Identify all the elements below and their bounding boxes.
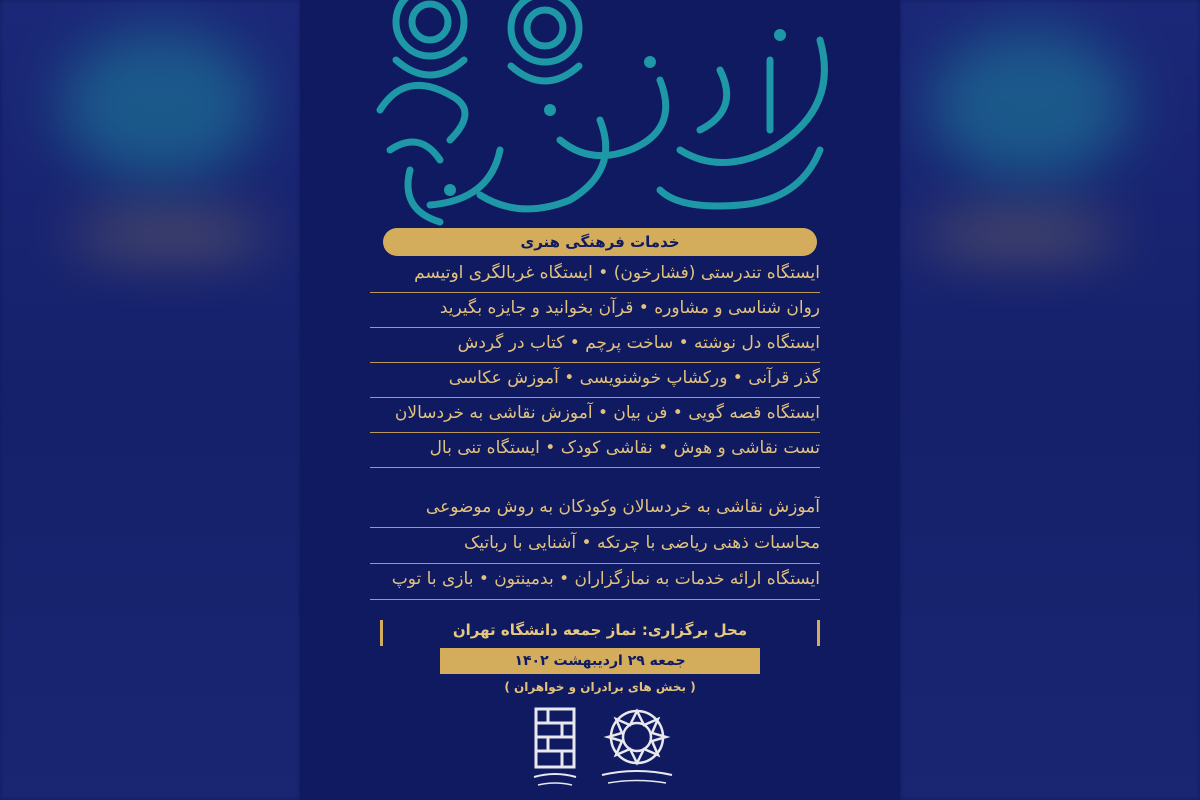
sections-note: ( بخش های برادران و خواهران )	[504, 680, 696, 694]
left-blurred-background	[0, 0, 300, 800]
list-item: ایستگاه دل نوشته • ساخت پرچم • کتاب در گردش	[370, 328, 820, 363]
blurred-gold-glow	[70, 220, 270, 250]
calligraphy-title-logo	[300, 0, 900, 230]
cultural-organization-logo	[592, 705, 682, 790]
event-date-bar	[440, 648, 760, 674]
list-item: ایستگاه قصه گویی • فن بیان • آموزش نقاشی به خردسالان	[370, 398, 820, 433]
extra-services-list	[370, 492, 820, 600]
list-item: تست نقاشی و هوش • نقاشی کودک • ایستگاه تنی بال	[370, 433, 820, 468]
event-location: محل برگزاری: نماز جمعه دانشگاه تهران	[452, 621, 748, 639]
list-item: ایستگاه ارائه خدمات به نمازگزاران • بدمینتون • بازی با توپ	[370, 564, 820, 600]
blurred-teal-glow	[930, 30, 1130, 180]
blurred-teal-glow	[60, 30, 260, 180]
right-blurred-background	[900, 0, 1200, 800]
friday-prayer-hq-logo	[530, 705, 580, 790]
list-item: ایستگاه تندرستی (فشارخون) • ایستگاه غربالگری اوتیسم	[370, 258, 820, 293]
services-list	[370, 258, 820, 468]
list-item: محاسبات ذهنی ریاضی با چرتکه • آشنایی با رباتیک	[370, 528, 820, 564]
list-item: گذر قرآنی • ورکشاپ خوشنویسی • آموزش عکاسی	[370, 363, 820, 398]
list-item: آموزش نقاشی به خردسالان وکودکان به روش موضوعی	[370, 492, 820, 528]
services-header	[383, 228, 817, 256]
list-item: روان شناسی و مشاوره • قرآن بخوانید و جایزه بگیرید	[370, 293, 820, 328]
services-header-label: خدمات فرهنگی هنری	[520, 233, 680, 251]
blurred-gold-glow	[920, 220, 1120, 250]
event-date: جمعه ۲۹ اردیبهشت ۱۴۰۲	[514, 653, 686, 669]
